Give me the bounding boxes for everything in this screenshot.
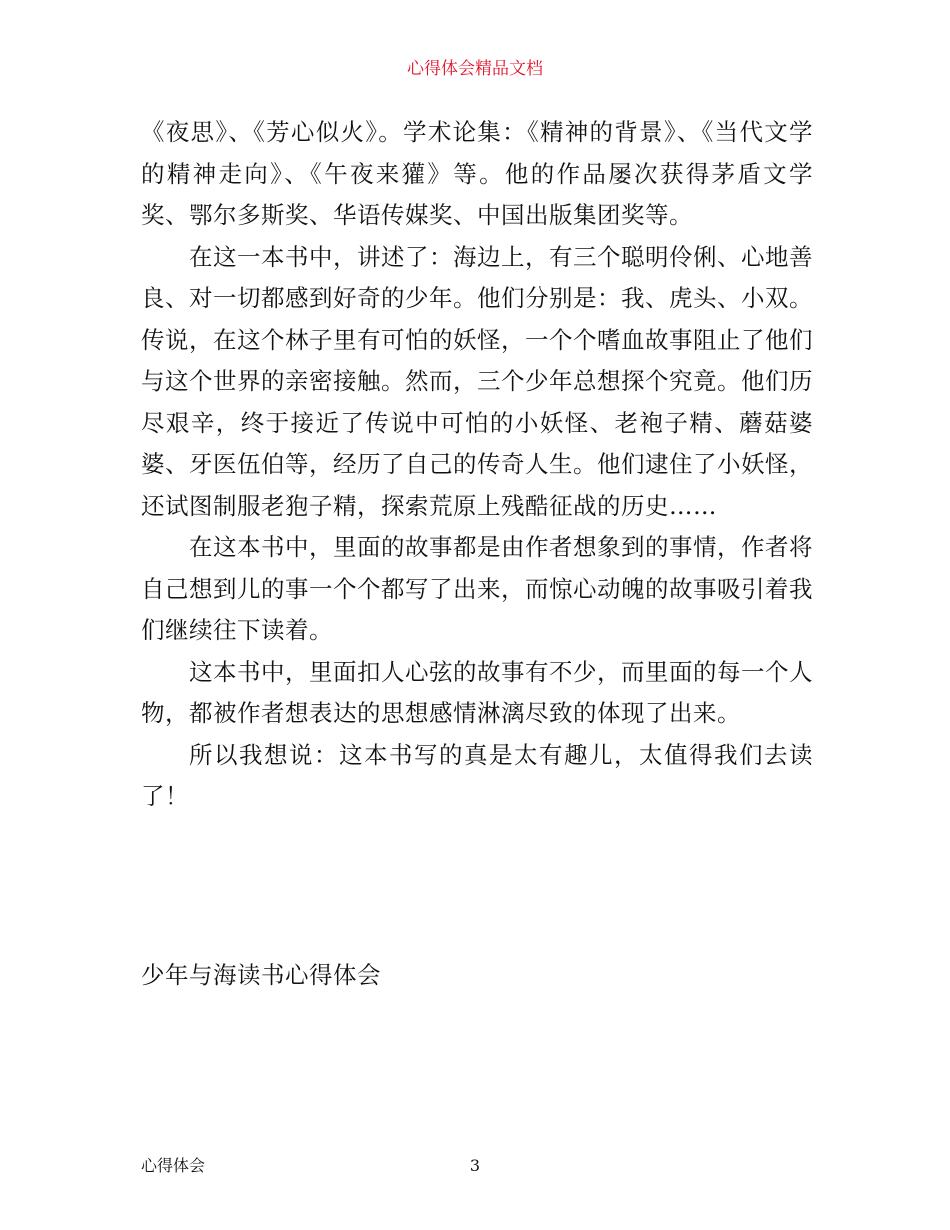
page-header — [0, 58, 950, 80]
paragraph-story-summary: 在这一本书中，讲述了：海边上，有三个聪明伶俐、心地善良、对一切都感到好奇的少年。他们分别是：我、虎头、小双。传说，在这个林子里有可怕的妖怪，一个个嗜血故事阻止了他们与这个世界的亲密接触。然而，三个少年总想探个究竟。他们历尽艰辛，终于接近了传说中可怕的小妖怪、老袍子精、蘑菇婆婆、牙医伍伯等，经历了自己的传奇人生。他们逮住了小妖怪，还试图制服老狍子精，探索荒原上残酷征战的历史…… — [141, 242, 813, 520]
page-number: 3 — [469, 1156, 481, 1175]
paragraph-author-works: 《夜思》、《芳心似火》。学术论集：《精神的背景》、《当代文学的精神走向》、《午夜来獾》等。他的作品屡次获得茅盾文学奖、鄂尔多斯奖、华语传媒奖、中国出版集团奖等。 — [141, 118, 813, 229]
paragraph-conclusion: 所以我想说：这本书写的真是太有趣儿，太值得我们去读了！ — [141, 740, 813, 810]
footer-label: 心得体会 — [141, 1156, 206, 1175]
document-body — [141, 112, 813, 818]
paragraph-characters: 这本书中，里面扣人心弦的故事有不少，而里面的每一个人物，都被作者想表达的思想感情淋漓尽致的体现了出来。 — [141, 657, 813, 727]
header-title: 心得体会精品文档 — [407, 59, 543, 79]
section-title: 少年与海读书心得体会 — [141, 961, 381, 989]
paragraph-imagination: 在这本书中，里面的故事都是由作者想象到的事情，作者将自己想到儿的事一个个都写了出来，而惊心动魄的故事吸引着我们继续往下读着。 — [141, 533, 813, 644]
